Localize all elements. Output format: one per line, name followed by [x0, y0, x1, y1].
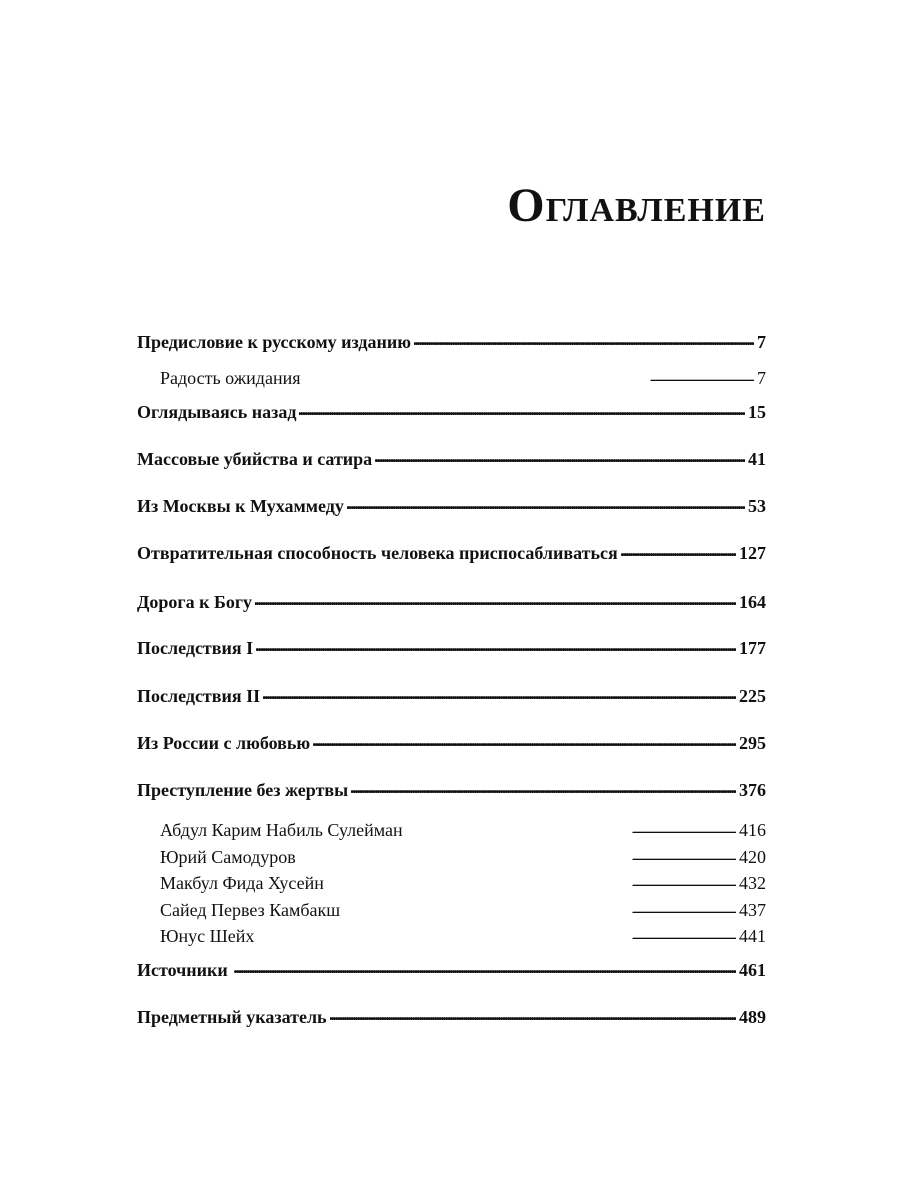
toc-entry-page: 420	[739, 847, 766, 867]
dot-leader	[256, 636, 736, 654]
dot-leader	[330, 1005, 736, 1023]
toc-entry-title: Отвратительная способность человека приспосабливаться	[137, 543, 618, 563]
toc-entry-page: 441	[739, 926, 766, 946]
dot-leader	[343, 898, 736, 916]
toc-entry-page: 461	[739, 960, 766, 980]
toc-subentry[interactable]	[160, 871, 766, 893]
toc-subentry[interactable]	[160, 845, 766, 867]
toc-entry-title: Источники	[137, 960, 228, 980]
toc-entry-title: Макбул Фида Хусейн	[160, 873, 324, 893]
toc-entry[interactable]	[137, 778, 766, 802]
toc-entry-title: Последствия I	[137, 638, 254, 658]
toc-entry-title: Дорога к Богу	[137, 592, 253, 612]
page-title: Оглавление	[507, 179, 766, 232]
toc-entry[interactable]	[137, 636, 766, 660]
toc-subentry[interactable]	[160, 818, 766, 840]
toc-entry-title: Юрий Самодуров	[160, 847, 296, 867]
toc-entry-page: 164	[739, 592, 766, 612]
toc-entry[interactable]	[137, 958, 766, 982]
dot-leader	[414, 330, 754, 348]
toc-entry-page: 432	[739, 873, 766, 893]
toc-entry-title: Юнус Шейх	[160, 926, 255, 946]
toc-entry-page: 7	[757, 368, 766, 388]
toc-entry-title: Последствия II	[137, 686, 261, 706]
toc-entry[interactable]	[137, 684, 766, 708]
toc-entry-title: Предметный указатель	[137, 1007, 327, 1027]
toc-entry[interactable]	[137, 400, 766, 424]
dot-leader	[375, 447, 745, 465]
toc-entry[interactable]	[137, 447, 766, 471]
dot-leader	[327, 871, 736, 889]
toc-entry[interactable]	[137, 330, 766, 354]
dot-leader	[351, 778, 736, 796]
dot-leader	[263, 684, 736, 702]
toc-entry-title: Сайед Первез Камбакш	[160, 900, 341, 920]
toc-entry-page: 127	[739, 543, 766, 563]
dot-leader	[347, 494, 745, 512]
dot-leader	[621, 541, 736, 559]
toc-entry-page: 295	[739, 733, 766, 753]
toc-entry-page: 53	[748, 496, 766, 516]
toc-entry-title: Из России с любовью	[137, 733, 311, 753]
toc-entry-page: 437	[739, 900, 766, 920]
toc-entry-title: Радость ожидания	[160, 368, 301, 388]
toc-entry-page: 489	[739, 1007, 766, 1027]
toc-entry-page: 376	[739, 780, 766, 800]
toc-entry-page: 41	[748, 449, 766, 469]
toc-subentry[interactable]	[160, 898, 766, 920]
toc-entry[interactable]	[137, 541, 766, 565]
toc-subentry[interactable]	[160, 924, 766, 946]
dot-leader	[299, 400, 745, 418]
toc-entry-page: 225	[739, 686, 766, 706]
dot-leader	[255, 590, 736, 608]
toc-entry[interactable]	[137, 731, 766, 755]
toc-entry[interactable]	[137, 1005, 766, 1029]
dot-leader	[231, 958, 736, 976]
toc-entry[interactable]	[137, 494, 766, 518]
toc-entry-page: 416	[739, 820, 766, 840]
dot-leader	[299, 845, 736, 863]
dot-leader	[313, 731, 736, 749]
toc-entry[interactable]	[137, 590, 766, 614]
toc-entry-page: 177	[739, 638, 766, 658]
toc-entry-title: Оглядываясь назад	[137, 402, 297, 422]
toc-entry-title: Предисловие к русскому изданию	[137, 332, 411, 352]
toc-entry-title: Преступление без жертвы	[137, 780, 349, 800]
dot-leader	[406, 818, 736, 836]
toc-entry-title: Из Москвы к Мухаммеду	[137, 496, 344, 516]
toc-entry-title: Абдул Карим Набиль Сулейман	[160, 820, 403, 840]
dot-leader	[303, 366, 754, 384]
toc-entry-page: 7	[757, 332, 766, 352]
toc-subentry[interactable]	[160, 366, 766, 388]
dot-leader	[257, 924, 736, 942]
toc-entry-page: 15	[748, 402, 766, 422]
toc-entry-title: Массовые убийства и сатира	[137, 449, 373, 469]
